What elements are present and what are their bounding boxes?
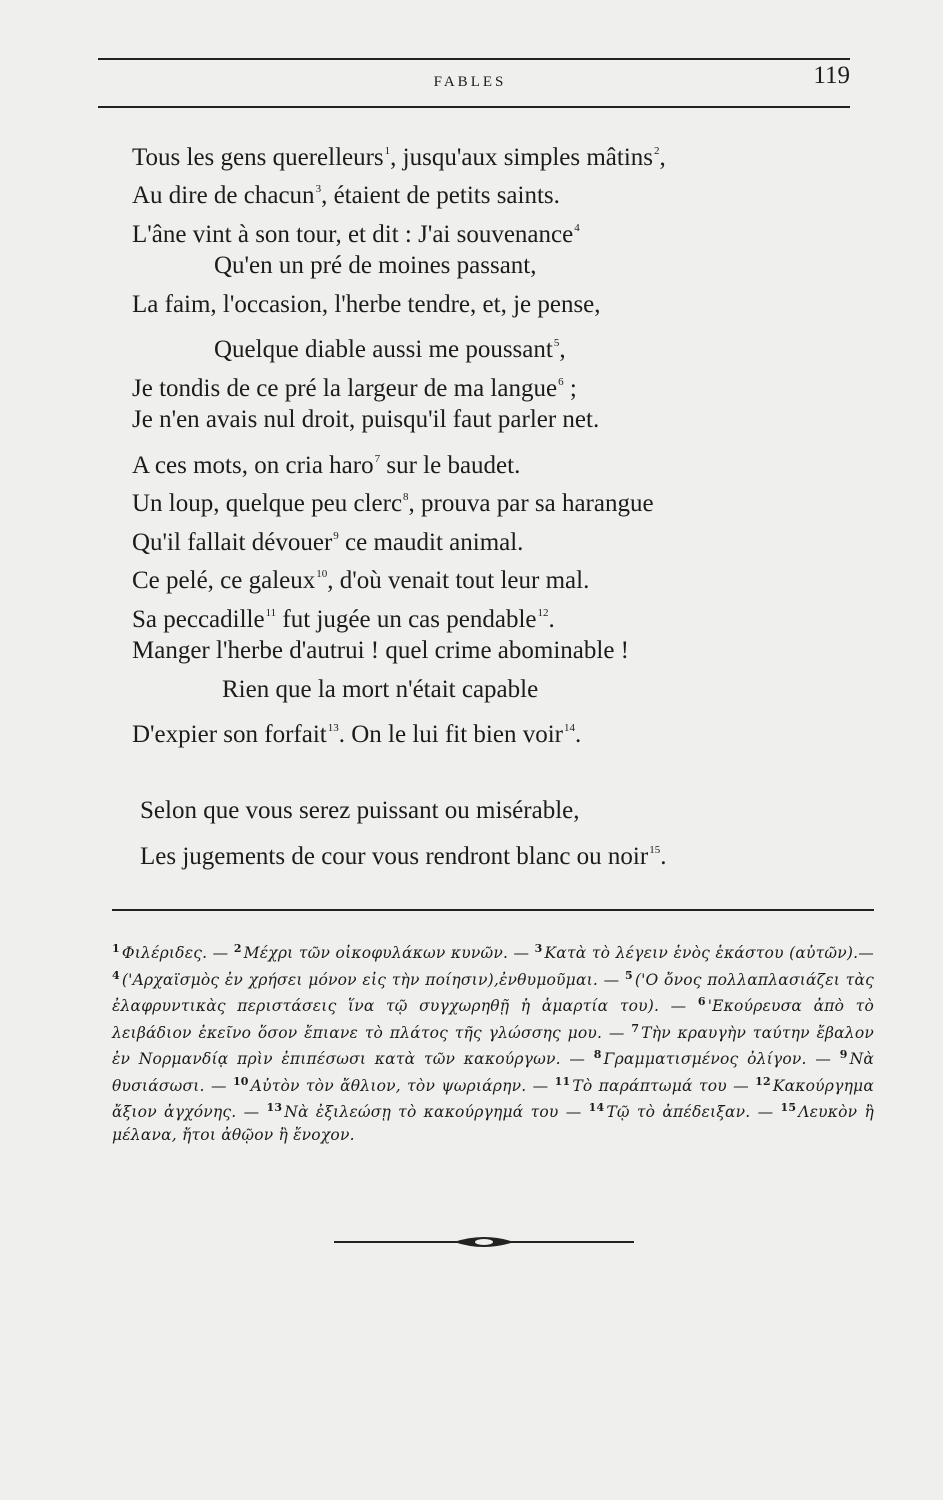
footnote: $^7$ Τὴν κραυγὴν ταύτην ἔβαλον ἐν Νορμανδίᾳ πρὶν ἐπιπέσωσι κατὰ τῶν κακούργων. — xyxy=(112,1021,874,1068)
verse-line: L'âne vint à son tour, et dit : J'ai souvenance$^4$ xyxy=(132,221,580,248)
verse-line: Qu'il fallait dévouer$^9$ ce maudit animal. xyxy=(132,529,524,556)
verse-line: Au dire de chacun$^3$, étaient de petits saints. xyxy=(132,182,560,209)
verse-line: Manger l'herbe d'autrui ! quel crime abominable ! xyxy=(132,637,630,664)
footnote: $^{11}$ Τὸ παράπτωμά του — xyxy=(554,1074,749,1095)
footnote: $^2$ Μέχρι τῶν οἰκοφυλάκων κυνῶν. — xyxy=(233,942,530,962)
ornament-divider xyxy=(334,1234,634,1250)
verse-line: Je tondis de ce pré la largeur de ma langue$^6$ ; xyxy=(132,375,577,402)
verse-line: Ce pelé, ce galeux$^{10}$, d'où venait tout leur mal. xyxy=(132,567,590,594)
footnotes xyxy=(112,938,874,1146)
header-rule-top xyxy=(98,58,850,60)
page-number: 119 xyxy=(813,62,850,89)
verse-line: Sa peccadille$^{11}$ fut jugée un cas pendable$^{12}$. xyxy=(132,606,555,633)
footnote: $^{15}$ Λευκὸν ἢ μέλανα, ἤτοι ἀθῷον ἢ ἔνοχον. xyxy=(112,1101,874,1144)
verse-line: Quelque diable aussi me poussant$^5$, xyxy=(214,336,566,363)
footnote: $^9$ Νὰ θυσιάσωσι. — xyxy=(112,1048,874,1095)
footnote: $^{12}$ Κακούργημα ἄξιον ἀγχόνης. — xyxy=(112,1074,874,1121)
verse-line: D'expier son forfait$^{13}$. On le lui fit bien voir$^{14}$. xyxy=(132,721,582,748)
footnote: $^3$ Κατὰ τὸ λέγειν ἑνὸς ἑκάστου (αὐτῶν).— xyxy=(534,942,874,962)
moral-line: Selon que vous serez puissant ou misérable, xyxy=(140,797,580,824)
verse-line: Un loup, quelque peu clerc$^8$, prouva par sa harangue xyxy=(132,490,654,517)
footnote-rule xyxy=(112,909,874,911)
verse-line: Qu'en un pré de moines passant, xyxy=(214,252,537,279)
verse-line: La faim, l'occasion, l'herbe tendre, et, je pense, xyxy=(132,291,601,318)
running-header: FABLES xyxy=(433,74,507,90)
footnote: $^1$ Φιλέριδες. — xyxy=(112,942,229,962)
moral-line: Les jugements de cour vous rendront blanc ou noir$^{15}$. xyxy=(140,843,667,870)
footnote: $^{14}$ Τῷ τὸ ἀπέδειξαν. — xyxy=(588,1101,774,1121)
footnote: $^8$ Γραμματισμένος ὀλίγον. — xyxy=(593,1048,832,1068)
header-rule-bottom xyxy=(98,106,850,108)
footnote: $^5$ ('Ο ὄνος πολλαπλασιάζει τὰς ἐλαφρυντικὰς περιστάσεις ἵνα τῷ συγχωρηθῇ ἡ ἁμαρτία του). — xyxy=(112,968,875,1015)
footnote: $^4$ ('Αρχαϊσμὸς ἐν χρήσει μόνον εἰς τὴν ποίησιν),ἐνθυμοῦμαι. — xyxy=(112,968,620,989)
footnote: $^6$ 'Εκούρευσα ἀπὸ τὸ λειβάδιον ἐκεῖνο ὅσον ἔπιανε τὸ πλάτος τῆς γλώσσης μου. — xyxy=(112,995,874,1042)
verse-line: Tous les gens querelleurs$^1$, jusqu'aux simples mâtins$^2$, xyxy=(132,144,666,171)
footnote: $^{13}$ Νὰ ἐξιλεώσῃ τὸ κακούργημά του — xyxy=(266,1101,582,1121)
verse-line: Rien que la mort n'était capable xyxy=(222,676,539,703)
verse-line: A ces mots, on cria haro$^7$ sur le baudet. xyxy=(132,452,521,479)
verse-line: Je n'en avais nul droit, puisqu'il faut parler net. xyxy=(132,406,600,433)
footnote: $^{10}$ Αὐτὸν τὸν ἄθλιον, τὸν ψωριάρην. — xyxy=(232,1074,549,1095)
